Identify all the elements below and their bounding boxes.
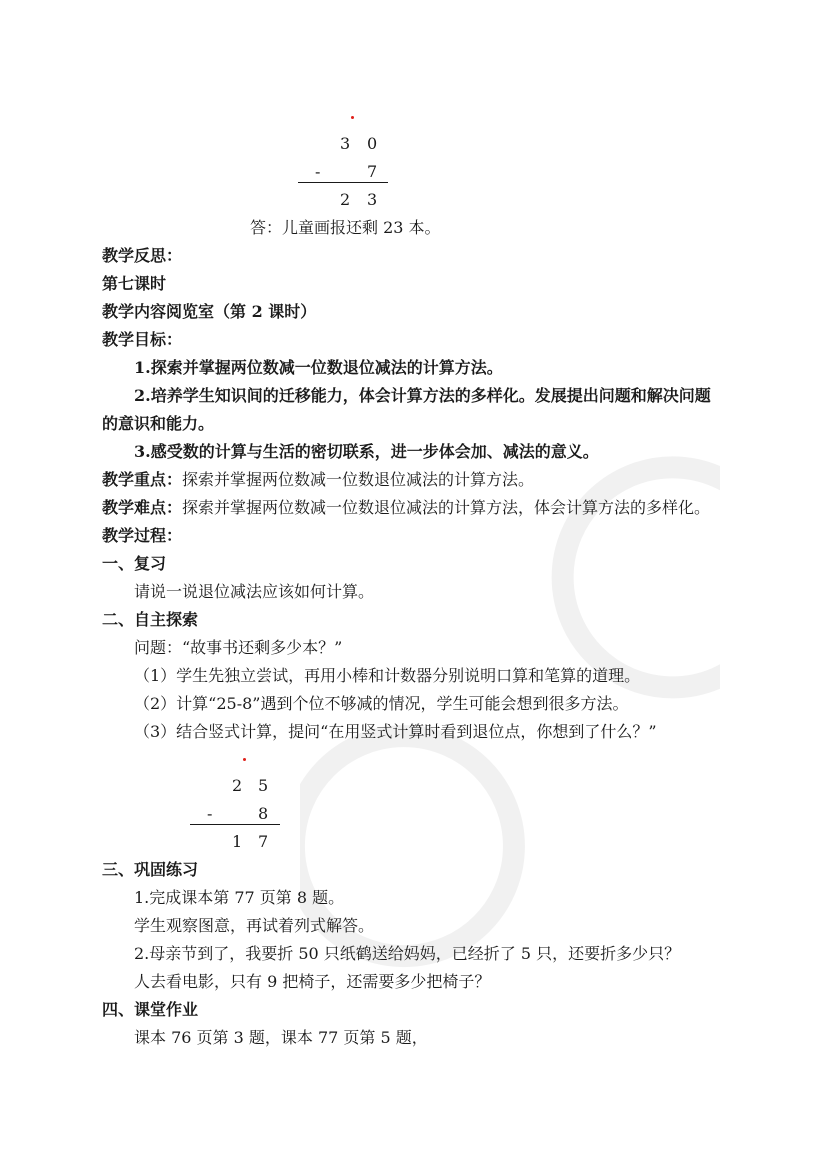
calc-operator: - [315, 162, 321, 181]
calc-rule [190, 824, 280, 825]
calc-subtrahend: 8 [258, 804, 269, 823]
section-explore-title: 二、自主探索 [102, 610, 199, 629]
explore-item-3: （3）结合竖式计算，提问“在用竖式计算时看到退位点，你想到了什么？” [134, 722, 657, 741]
homework-text: 课本 76 页第 3 题，课本 77 页第 5 题， [134, 1028, 428, 1047]
key-point-text: 探索并掌握两位数减一位数退位减法的计算方法。 [182, 470, 535, 489]
calc-top-ones: 5 [258, 776, 269, 795]
explore-item-2: （2）计算“25-8”遇到个位不够减的情况，学生可能会想到很多方法。 [134, 694, 629, 713]
practice-line-4: 人去看电影，只有 9 把椅子，还需要多少把椅子？ [134, 972, 491, 991]
calc-top-tens: 3 [340, 134, 351, 153]
practice-line-2: 学生观察图意，再试着列式解答。 [134, 916, 375, 935]
calc-rule [298, 182, 388, 183]
goal-2: 2.培养学生知识间的迁移能力，体会计算方法的多样化。发展提出问题和解决问题 [134, 386, 711, 405]
section-homework-title: 四、课堂作业 [102, 1000, 199, 1019]
goal-3: 3.感受数的计算与生活的密切联系，进一步体会加、减法的意义。 [134, 442, 599, 461]
goal-1: 1.探索并掌握两位数减一位数退位减法的计算方法。 [134, 358, 503, 377]
calc-result-tens: 1 [232, 832, 243, 851]
content-title: 教学内容阅览室（第 2 课时） [102, 302, 317, 321]
difficulty-text: 探索并掌握两位数减一位数退位减法的计算方法，体会计算方法的多样化。 [182, 498, 711, 517]
explore-question: 问题：“故事书还剩多少本？” [134, 638, 343, 657]
lesson-heading: 第七课时 [102, 274, 167, 293]
calc-operator: - [207, 804, 213, 823]
reflection-heading: 教学反思： [102, 246, 183, 265]
goal-2-cont: 的意识和能力。 [102, 414, 215, 433]
answer-line: 答：儿童画报还剩 23 本。 [250, 218, 441, 237]
calc-result-ones: 7 [258, 832, 269, 851]
borrow-dot [243, 758, 246, 761]
difficulty [102, 497, 710, 519]
calc-result-ones: 3 [367, 190, 378, 209]
calc-top-ones: 0 [367, 134, 378, 153]
difficulty-label: 教学难点： [102, 498, 183, 517]
calc-subtrahend: 7 [367, 162, 378, 181]
process-heading: 教学过程： [102, 526, 183, 545]
section-review-text: 请说一说退位减法应该如何计算。 [134, 582, 375, 601]
practice-line-1: 1.完成课本第 77 页第 8 题。 [134, 888, 345, 907]
key-point-label: 教学重点： [102, 470, 183, 489]
section-practice-title: 三、巩固练习 [102, 860, 199, 879]
practice-line-3: 2.母亲节到了，我要折 50 只纸鹤送给妈妈，已经折了 5 只，还要折多少只？ [134, 944, 681, 963]
explore-item-1: （1）学生先独立尝试，再用小棒和计数器分别说明口算和笔算的道理。 [134, 666, 641, 685]
section-review-title: 一、复习 [102, 554, 167, 573]
calc-top-tens: 2 [232, 776, 243, 795]
borrow-dot [351, 116, 354, 119]
calc-result-tens: 2 [340, 190, 351, 209]
key-point [102, 469, 534, 491]
goals-heading: 教学目标： [102, 330, 183, 349]
